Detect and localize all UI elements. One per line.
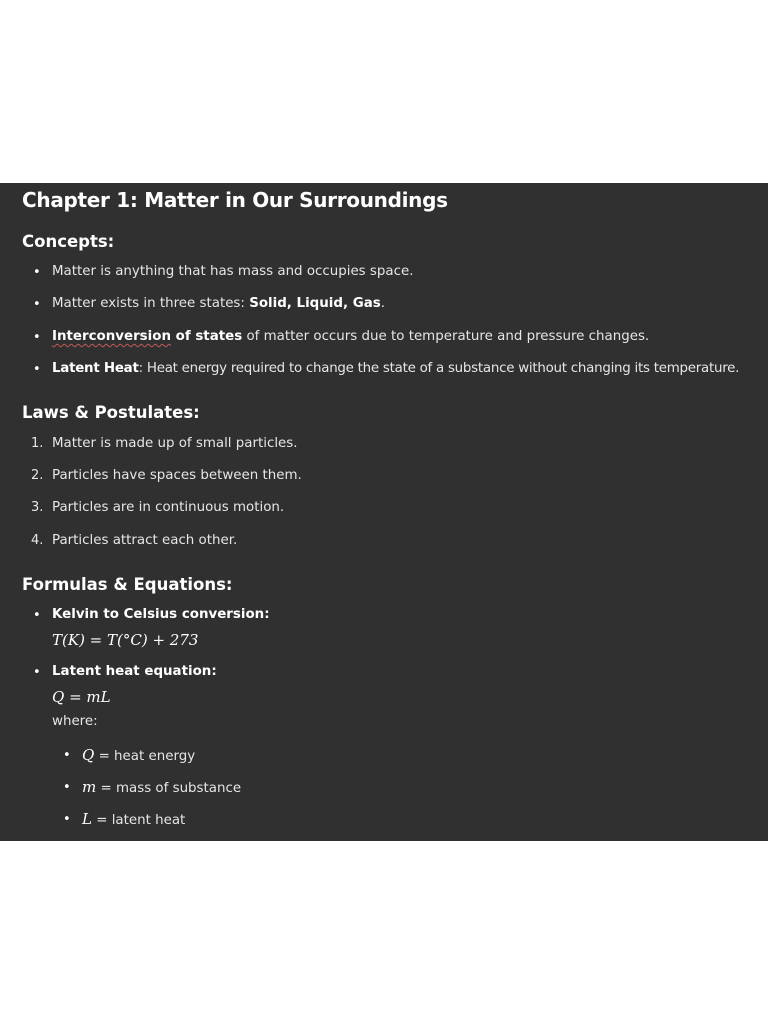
definition-text: = heat energy: [94, 749, 196, 764]
latent-heat-term: Latent Heat: [52, 361, 139, 376]
concept-item-1: [52, 264, 413, 279]
states-list: Solid, Liquid, Gas: [249, 296, 381, 311]
law-item-3: Particles are in continuous motion.: [52, 500, 285, 515]
bullet: •: [63, 812, 71, 827]
symbol-q: Q: [82, 746, 95, 764]
definition-m: [82, 778, 241, 796]
concept-item-3: [52, 329, 649, 344]
chapter-title: Chapter 1: Matter in Our Surroundings: [22, 188, 448, 212]
definition-text: = latent heat: [91, 813, 186, 828]
bullet: •: [33, 297, 41, 312]
bullet: •: [33, 608, 41, 623]
latent-equation: Q = mL: [52, 688, 111, 706]
laws-heading: Laws & Postulates:: [22, 403, 200, 422]
symbol-l: L: [82, 810, 92, 828]
bullet: •: [33, 330, 41, 345]
kelvin-equation: T(K) = T(°C) + 273: [52, 631, 199, 649]
law-item-1: Matter is made up of small particles.: [52, 436, 298, 451]
definition-text: = mass of substance: [96, 781, 242, 796]
law-item-4: Particles attract each other.: [52, 533, 238, 548]
concept-item-2: [52, 296, 385, 311]
list-number: 2.: [31, 468, 44, 483]
concept-bold: of states: [170, 329, 243, 344]
list-number: 4.: [31, 533, 44, 548]
list-number: 3.: [31, 500, 44, 515]
concepts-heading: Concepts:: [22, 232, 115, 251]
list-number: 1.: [31, 436, 44, 451]
misspelled-word: Interconversion: [52, 329, 171, 344]
concept-text: : Heat energy required to change the state of a substance without changing its temperature.: [138, 361, 740, 376]
formulas-heading: Formulas & Equations:: [22, 575, 233, 594]
concept-text: Matter is anything that has mass and occupies space.: [52, 264, 414, 279]
concept-text: of matter occurs due to temperature and pressure changes.: [242, 329, 650, 344]
kelvin-label: [52, 607, 270, 622]
law-item-2: Particles have spaces between them.: [52, 468, 302, 483]
bullet: •: [33, 665, 41, 680]
bullet: •: [63, 780, 71, 795]
concept-tail: .: [380, 296, 385, 311]
symbol-m: m: [82, 778, 97, 796]
definition-q: [82, 746, 195, 764]
latent-label: [52, 664, 217, 679]
definition-l: [82, 810, 185, 828]
bullet: •: [33, 265, 41, 280]
concept-text: Matter exists in three states:: [52, 296, 250, 311]
concept-item-4: [52, 361, 739, 376]
latent-label-text: Latent heat equation:: [52, 664, 217, 679]
kelvin-label-text: Kelvin to Celsius conversion:: [52, 607, 270, 622]
bullet: •: [63, 748, 71, 763]
bullet: •: [33, 362, 41, 377]
where-label: where:: [52, 714, 98, 729]
